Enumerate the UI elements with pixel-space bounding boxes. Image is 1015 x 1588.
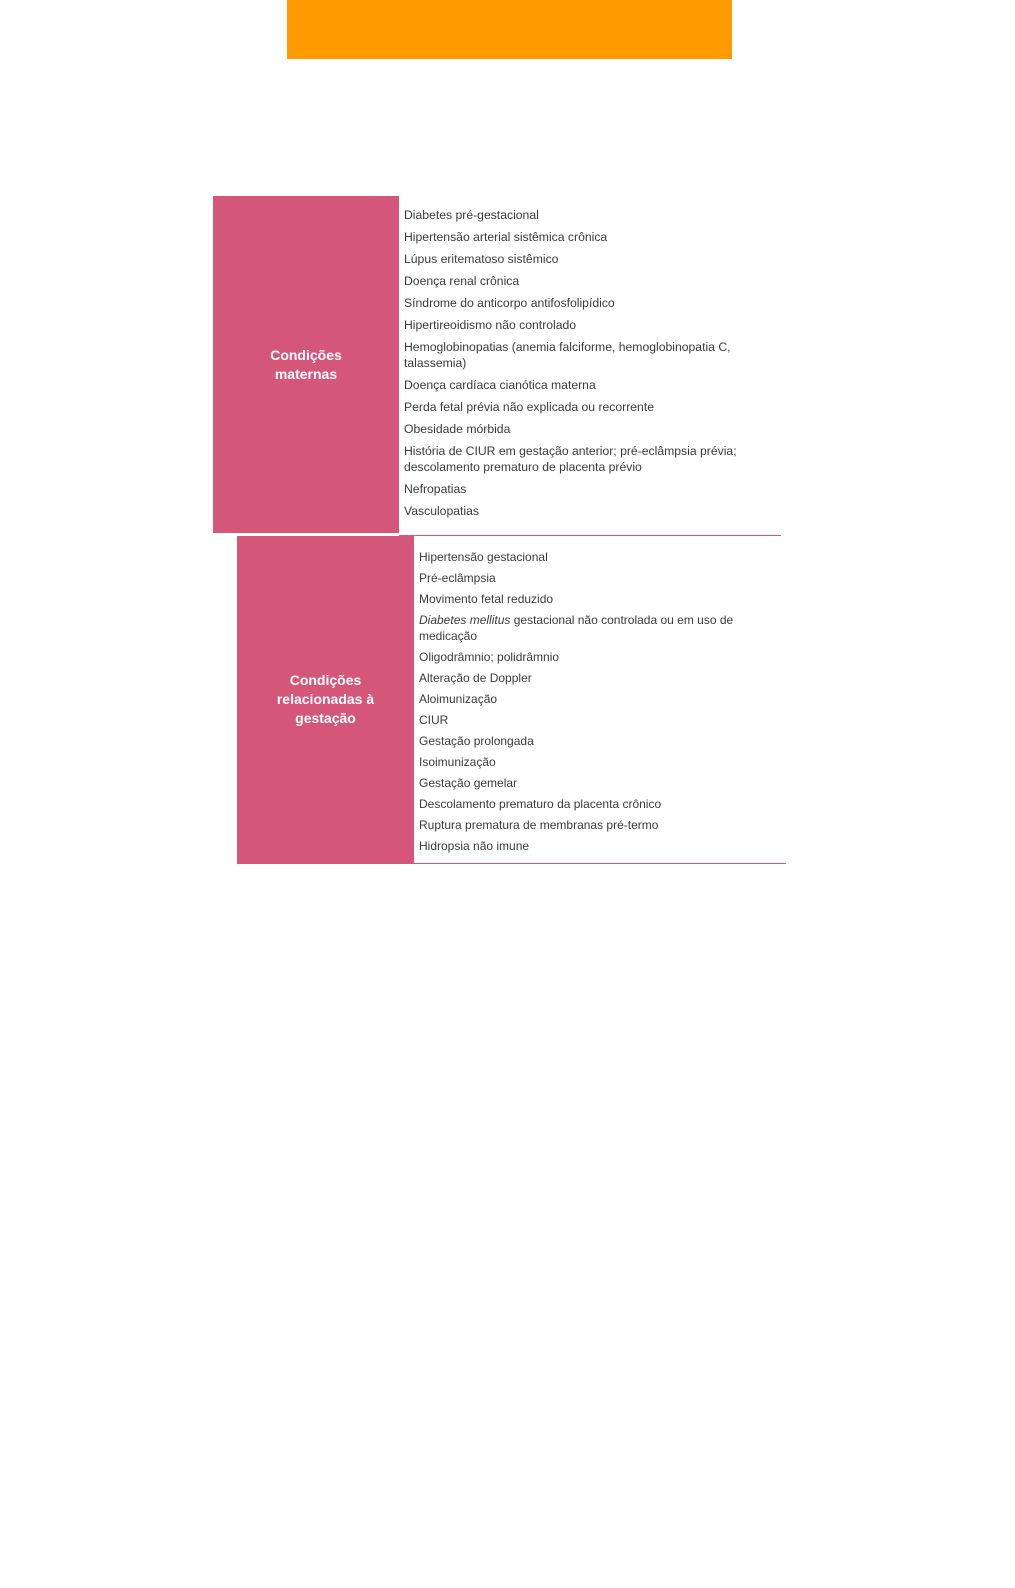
list-item: Ruptura prematura de membranas pré-termo [419, 818, 659, 832]
list-item: Gestação gemelar [419, 776, 518, 790]
list-item: Hipertensão gestacional [419, 550, 548, 564]
list-item: Hidropsia não imune [419, 839, 530, 853]
list-item: Nefropatias [404, 482, 467, 496]
list-item: Oligodrâmnio; polidrâmnio [419, 650, 560, 664]
list-item: Aloimunização [419, 692, 498, 706]
section-pregnancy-conditions [237, 536, 786, 864]
list-item: Isoimunização [419, 755, 496, 769]
list-item-text: gestacional não controlada ou em uso de medicação [419, 613, 734, 643]
list-item: Obesidade mórbida [404, 422, 511, 436]
list-item: Movimento fetal reduzido [419, 592, 554, 606]
list-item: Pré-eclâmpsia [419, 571, 496, 585]
list-item: História de CIUR em gestação anterior; pré-eclâmpsia prévia; descolamento prematuro de placenta prévio [404, 444, 737, 474]
list-item: Hipertireoidismo não controlado [404, 318, 577, 332]
list-item [419, 612, 786, 644]
list-item: CIUR [419, 713, 449, 727]
italic-term: Diabetes mellitus [419, 613, 511, 627]
list-item: Descolamento prematuro da placenta crônico [419, 797, 662, 811]
list-item: Gestação prolongada [419, 734, 534, 748]
list-item: Síndrome do anticorpo antifosfolipídico [404, 296, 615, 310]
list-item: Doença cardíaca cianótica materna [404, 378, 596, 392]
top-banner [287, 0, 732, 59]
section-label-pregnancy: Condições relacionadas à gestação [237, 536, 414, 863]
list-item: Hipertensão arterial sistêmica crônica [404, 230, 608, 244]
list-item: Diabetes pré-gestacional [404, 208, 539, 222]
list-item: Vasculopatias [404, 504, 479, 518]
section-maternal-conditions [213, 196, 784, 533]
list-item: Hemoglobinopatias (anemia falciforme, hemoglobinopatia C, talassemia) [404, 340, 731, 370]
list-item: Lúpus eritematoso sistêmico [404, 252, 559, 266]
list-item: Perda fetal prévia não explicada ou recorrente [404, 400, 654, 414]
section-label-maternal: Condições maternas [213, 196, 399, 533]
maternal-conditions-list [399, 196, 784, 533]
pregnancy-conditions-list [414, 536, 786, 863]
list-item: Doença renal crônica [404, 274, 520, 288]
list-item: Alteração de Doppler [419, 671, 532, 685]
